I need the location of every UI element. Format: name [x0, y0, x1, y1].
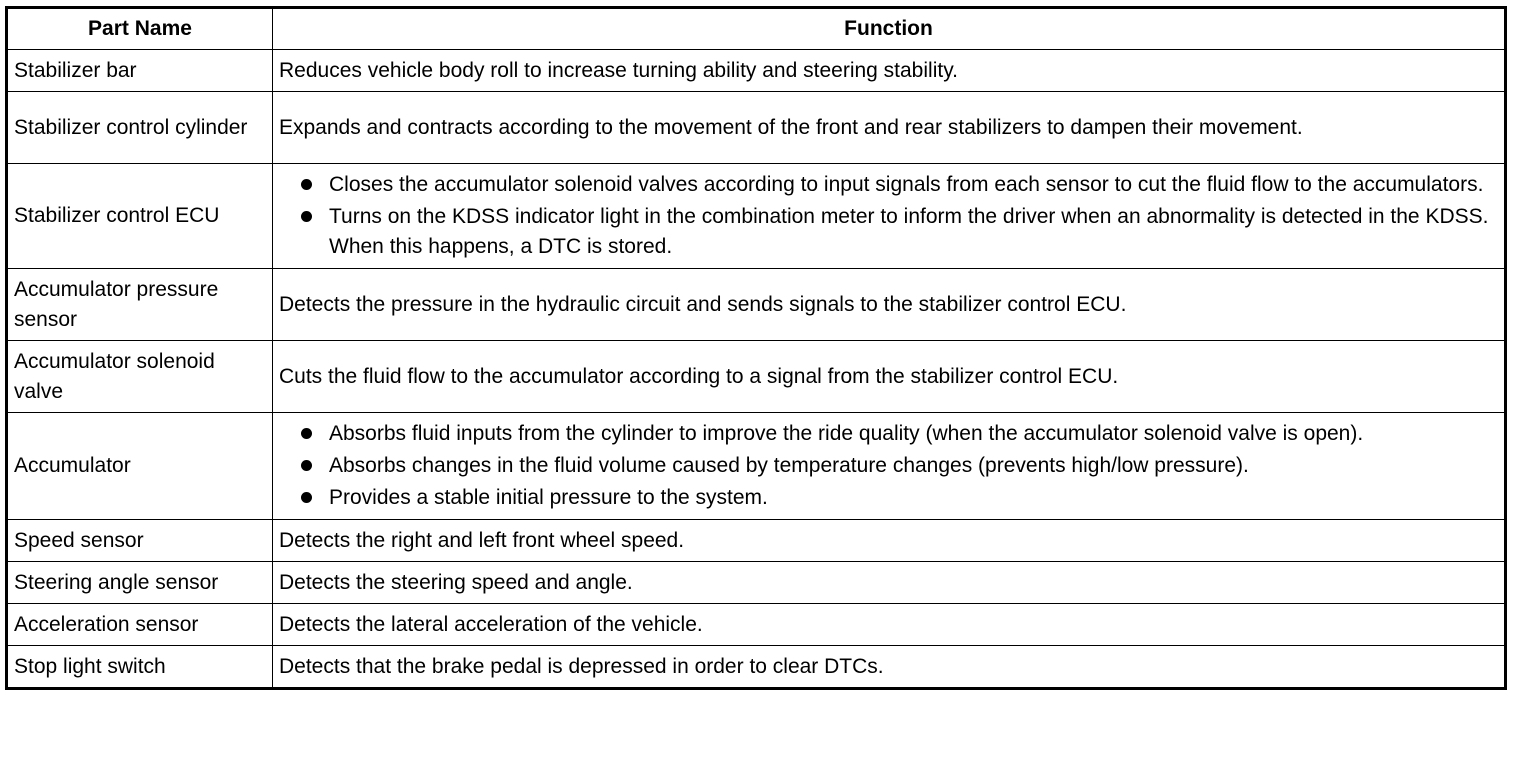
parts-function-table: [5, 6, 1507, 690]
table-row: [7, 50, 1506, 92]
part-name-cell: Accumulator solenoid valve: [7, 341, 273, 413]
part-name-cell: Acceleration sensor: [7, 604, 273, 646]
table-row: [7, 413, 1506, 520]
table-row: [7, 646, 1506, 689]
table-row: [7, 341, 1506, 413]
function-cell: Expands and contracts according to the movement of the front and rear stabilizers to dampen their movement.: [273, 92, 1506, 164]
function-bullet-item: Closes the accumulator solenoid valves according to input signals from each sensor to cut the fluid flow to the accumulators.: [279, 170, 1498, 200]
header-function: Function: [273, 8, 1506, 50]
function-bullet-item: Absorbs changes in the fluid volume caused by temperature changes (prevents high/low pressure).: [279, 451, 1498, 481]
function-bullet-item: Absorbs fluid inputs from the cylinder to improve the ride quality (when the accumulator solenoid valve is open).: [279, 419, 1498, 449]
function-bullet-item: Turns on the KDSS indicator light in the combination meter to inform the driver when an abnormality is detected in the KDSS. When this happens, a DTC is stored.: [279, 202, 1498, 262]
function-cell: Reduces vehicle body roll to increase turning ability and steering stability.: [273, 50, 1506, 92]
function-bullet-list: [279, 413, 1498, 519]
function-bullet-item: Provides a stable initial pressure to the system.: [279, 483, 1498, 513]
function-cell: Detects that the brake pedal is depressed in order to clear DTCs.: [273, 646, 1506, 689]
function-cell: Detects the steering speed and angle.: [273, 562, 1506, 604]
part-name-cell: Accumulator pressure sensor: [7, 269, 273, 341]
part-name-cell: Stabilizer control ECU: [7, 164, 273, 269]
table-row: [7, 604, 1506, 646]
function-cell: Detects the pressure in the hydraulic circuit and sends signals to the stabilizer control ECU.: [273, 269, 1506, 341]
part-name-cell: Stabilizer control cylinder: [7, 92, 273, 164]
header-part-name: Part Name: [7, 8, 273, 50]
function-cell: Detects the lateral acceleration of the vehicle.: [273, 604, 1506, 646]
header-row: [7, 8, 1506, 50]
part-name-cell: Speed sensor: [7, 520, 273, 562]
table-row: [7, 562, 1506, 604]
table-row: [7, 520, 1506, 562]
part-name-cell: Steering angle sensor: [7, 562, 273, 604]
function-cell: [273, 413, 1506, 520]
part-name-cell: Accumulator: [7, 413, 273, 520]
part-name-cell: Stop light switch: [7, 646, 273, 689]
table-row: [7, 92, 1506, 164]
function-cell: [273, 164, 1506, 269]
part-name-cell: Stabilizer bar: [7, 50, 273, 92]
table-row: [7, 164, 1506, 269]
table-row: [7, 269, 1506, 341]
function-bullet-list: [279, 164, 1498, 268]
function-cell: Cuts the fluid flow to the accumulator according to a signal from the stabilizer control ECU.: [273, 341, 1506, 413]
function-cell: Detects the right and left front wheel speed.: [273, 520, 1506, 562]
